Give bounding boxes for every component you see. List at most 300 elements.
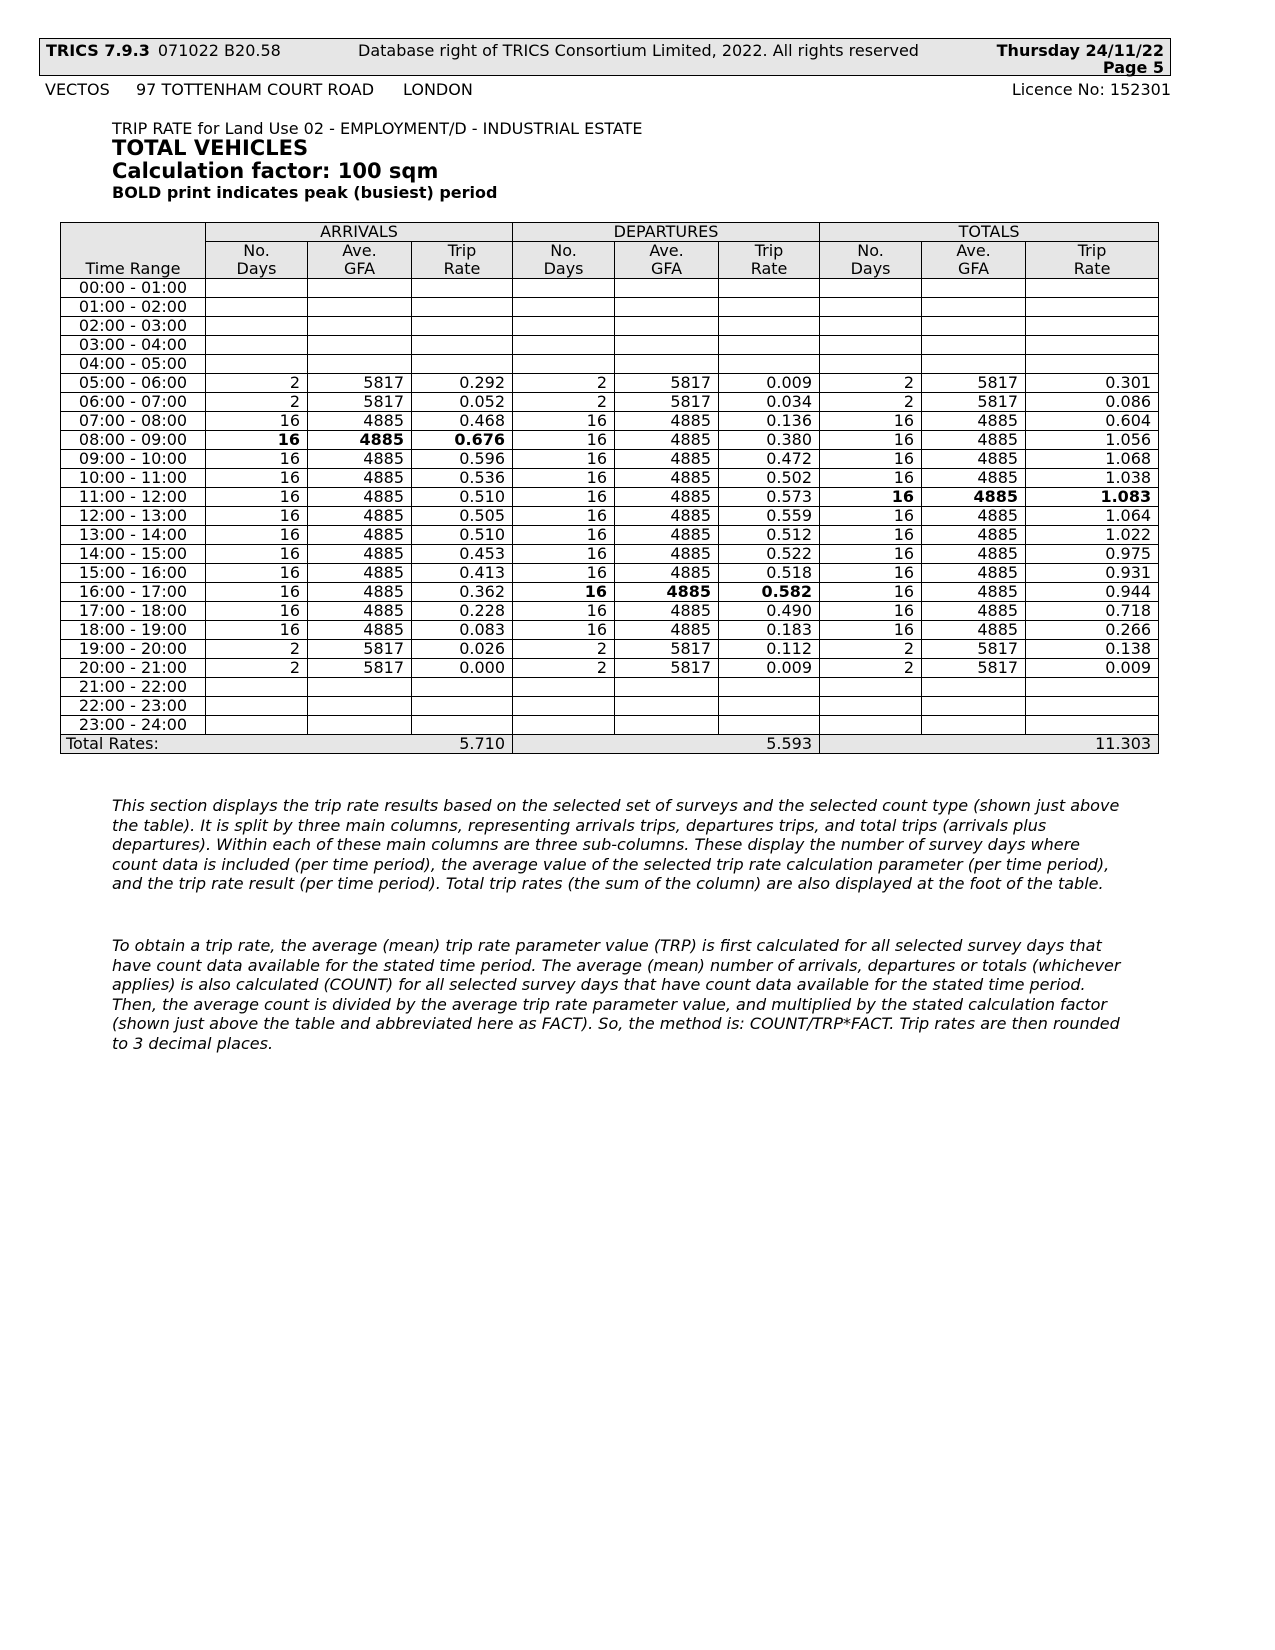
totals-cell: 0.009 [1026, 659, 1159, 678]
arrivals-cell: 0.596 [412, 450, 513, 469]
totals-cell [1026, 279, 1159, 298]
header-line-1: No. [243, 241, 270, 260]
arrivals-cell: 4885 [308, 602, 412, 621]
arrivals-cell [308, 336, 412, 355]
totals-cell [922, 716, 1026, 735]
totals-trip-rate-header [1026, 242, 1159, 279]
departures-cell [615, 336, 719, 355]
totals-cell [820, 279, 922, 298]
arrivals-cell [206, 336, 308, 355]
time-range-cell: 15:00 - 16:00 [61, 564, 206, 583]
totals-cell: 4885 [922, 602, 1026, 621]
departures-cell: 4885 [615, 412, 719, 431]
departures-cell: 4885 [615, 545, 719, 564]
departures-cell [513, 317, 615, 336]
totals-cell [820, 355, 922, 374]
totals-cell: 1.068 [1026, 450, 1159, 469]
totals-cell: 2 [820, 393, 922, 412]
departures-cell [719, 678, 820, 697]
header-line-2: GFA [343, 259, 376, 278]
departures-cell [513, 716, 615, 735]
departures-cell [719, 697, 820, 716]
totals-cell: 16 [820, 526, 922, 545]
build-number: 071022 B20.58 [157, 41, 281, 60]
arrivals-cell: 4885 [308, 412, 412, 431]
arrivals-cell [308, 678, 412, 697]
header-line-2: Days [850, 259, 891, 278]
totals-cell: 4885 [922, 564, 1026, 583]
arrivals-cell [206, 317, 308, 336]
time-range-cell: 10:00 - 11:00 [61, 469, 206, 488]
arrivals-cell: 0.468 [412, 412, 513, 431]
arrivals-cell [308, 317, 412, 336]
table-row [61, 469, 1159, 488]
totals-cell: 0.301 [1026, 374, 1159, 393]
departures-cell: 0.518 [719, 564, 820, 583]
totals-cell: 16 [820, 450, 922, 469]
departures-cell: 5817 [615, 640, 719, 659]
arrivals-cell: 2 [206, 374, 308, 393]
departures-cell [513, 298, 615, 317]
header-line-1: Trip [447, 241, 477, 260]
totals-cell [922, 336, 1026, 355]
departures-cell: 4885 [615, 450, 719, 469]
time-range-cell: 02:00 - 03:00 [61, 317, 206, 336]
arrivals-cell: 4885 [308, 545, 412, 564]
table-row [61, 450, 1159, 469]
arrivals-header: ARRIVALS [206, 223, 513, 242]
totals-cell: 2 [820, 659, 922, 678]
departures-cell: 0.009 [719, 659, 820, 678]
totals-cell [820, 716, 922, 735]
time-range-cell: 12:00 - 13:00 [61, 507, 206, 526]
header-line-2: Rate [750, 259, 788, 278]
totals-cell [1026, 317, 1159, 336]
departures-cell: 2 [513, 640, 615, 659]
arrivals-cell: 0.026 [412, 640, 513, 659]
arrivals-cell: 16 [206, 412, 308, 431]
arrivals-cell: 5817 [308, 393, 412, 412]
departures-cell: 16 [513, 507, 615, 526]
company-address: 97 TOTTENHAM COURT ROAD [136, 80, 375, 99]
totals-cell: 16 [820, 621, 922, 640]
header-line-2: GFA [958, 259, 990, 278]
departures-cell: 4885 [615, 583, 719, 602]
table-row [61, 526, 1159, 545]
departures-cell [719, 279, 820, 298]
departures-cell: 16 [513, 621, 615, 640]
arrivals-cell [412, 716, 513, 735]
totals-cell [922, 697, 1026, 716]
totals-cell: 16 [820, 507, 922, 526]
totals-cell: 1.083 [1026, 488, 1159, 507]
arrivals-cell: 2 [206, 640, 308, 659]
totals-ave-gfa-header [922, 242, 1026, 279]
table-row [61, 507, 1159, 526]
header-line-2: Days [236, 259, 277, 278]
arrivals-cell [206, 716, 308, 735]
arrivals-cell [412, 298, 513, 317]
arrivals-cell [308, 279, 412, 298]
arrivals-cell [412, 697, 513, 716]
departures-cell [615, 697, 719, 716]
table-row [61, 431, 1159, 450]
arrivals-cell: 0.083 [412, 621, 513, 640]
departures-cell: 16 [513, 450, 615, 469]
header-line-1: Ave. [649, 241, 684, 260]
group-header-row [61, 223, 1159, 242]
totals-cell: 16 [820, 469, 922, 488]
time-range-cell: 00:00 - 01:00 [61, 279, 206, 298]
report-header [39, 38, 1171, 76]
totals-cell: 0.604 [1026, 412, 1159, 431]
departures-cell [719, 336, 820, 355]
time-range-cell: 09:00 - 10:00 [61, 450, 206, 469]
time-range-cell: 07:00 - 08:00 [61, 412, 206, 431]
totals-cell: 4885 [922, 545, 1026, 564]
departures-cell: 2 [513, 374, 615, 393]
total-empty-cell [308, 735, 412, 754]
departures-cell: 16 [513, 526, 615, 545]
arrivals-cell: 16 [206, 564, 308, 583]
header-line-2: Rate [443, 259, 481, 278]
arrivals-cell [308, 716, 412, 735]
product-name: TRICS 7.9.3 [46, 41, 150, 60]
time-range-cell: 04:00 - 05:00 [61, 355, 206, 374]
totals-no-days-header [820, 242, 922, 279]
departures-cell: 0.183 [719, 621, 820, 640]
explanation-paragraph: This section displays the trip rate results based on the selected set of surveys and the selected count type (shown just above the table). It is split by three main columns, representing arrivals trips, departures trips, and total trips (arrivals plus departures). Within each of these main columns are three sub-columns. These display the number of survey days where count data is included (per time period), the average value of the selected trip rate calculation parameter (per time period), and the trip rate result (per time period). Total trip rates (the sum of the column) are also displayed at the foot of the table. [112, 796, 1120, 894]
time-range-cell: 16:00 - 17:00 [61, 583, 206, 602]
time-range-cell: 01:00 - 02:00 [61, 298, 206, 317]
totals-cell: 0.931 [1026, 564, 1159, 583]
arrivals-cell: 16 [206, 507, 308, 526]
header-line-1: Trip [1077, 241, 1107, 260]
departures-cell [513, 678, 615, 697]
arrivals-cell: 0.292 [412, 374, 513, 393]
time-range-cell: 20:00 - 21:00 [61, 659, 206, 678]
total-empty-cell [615, 735, 719, 754]
arrivals-trip-rate-header [412, 242, 513, 279]
header-line-1: Ave. [342, 241, 377, 260]
table-row [61, 583, 1159, 602]
total-departures-rate: 5.593 [719, 735, 820, 754]
arrivals-cell [412, 317, 513, 336]
arrivals-cell: 0.505 [412, 507, 513, 526]
departures-cell: 0.009 [719, 374, 820, 393]
arrivals-cell: 2 [206, 393, 308, 412]
departures-cell: 16 [513, 431, 615, 450]
table-row [61, 659, 1159, 678]
arrivals-cell: 0.413 [412, 564, 513, 583]
totals-cell: 16 [820, 412, 922, 431]
table-row [61, 545, 1159, 564]
totals-cell: 1.056 [1026, 431, 1159, 450]
totals-cell: 16 [820, 602, 922, 621]
arrivals-cell [206, 298, 308, 317]
arrivals-cell: 4885 [308, 621, 412, 640]
table-row [61, 393, 1159, 412]
departures-cell: 16 [513, 545, 615, 564]
total-totals-rate: 11.303 [1026, 735, 1159, 754]
report-date: Thursday 24/11/22 [996, 41, 1164, 60]
count-type-title: TOTAL VEHICLES [112, 136, 309, 160]
arrivals-cell: 0.510 [412, 526, 513, 545]
totals-cell: 4885 [922, 431, 1026, 450]
totals-cell [820, 298, 922, 317]
licence-number: Licence No: 152301 [1011, 80, 1171, 99]
totals-cell: 2 [820, 640, 922, 659]
time-range-cell: 14:00 - 15:00 [61, 545, 206, 564]
departures-cell: 0.380 [719, 431, 820, 450]
totals-cell: 5817 [922, 393, 1026, 412]
arrivals-cell: 4885 [308, 583, 412, 602]
company-city: LONDON [403, 80, 473, 99]
arrivals-cell [206, 697, 308, 716]
departures-no-days-header [513, 242, 615, 279]
table-body [61, 279, 1159, 754]
table-row [61, 564, 1159, 583]
departures-cell: 4885 [615, 526, 719, 545]
time-range-cell: 22:00 - 23:00 [61, 697, 206, 716]
arrivals-cell [308, 697, 412, 716]
copyright-notice: Database right of TRICS Consortium Limited, 2022. All rights reserved [358, 41, 919, 60]
departures-cell: 2 [513, 659, 615, 678]
totals-cell: 0.718 [1026, 602, 1159, 621]
time-range-header: Time Range [61, 223, 206, 279]
totals-header: TOTALS [820, 223, 1159, 242]
totals-cell: 16 [820, 545, 922, 564]
trip-rate-table [60, 222, 1159, 754]
totals-cell: 0.138 [1026, 640, 1159, 659]
totals-cell [922, 678, 1026, 697]
arrivals-cell: 4885 [308, 469, 412, 488]
totals-cell: 5817 [922, 640, 1026, 659]
total-arrivals-rate: 5.710 [412, 735, 513, 754]
arrivals-cell: 16 [206, 450, 308, 469]
departures-cell: 2 [513, 393, 615, 412]
totals-cell: 0.086 [1026, 393, 1159, 412]
totals-cell: 5817 [922, 659, 1026, 678]
table-row [61, 640, 1159, 659]
arrivals-cell: 2 [206, 659, 308, 678]
total-rates-label: Total Rates: [61, 735, 206, 754]
totals-cell: 4885 [922, 507, 1026, 526]
departures-cell: 4885 [615, 507, 719, 526]
header-line-1: Ave. [956, 241, 991, 260]
table-row [61, 298, 1159, 317]
time-range-cell: 23:00 - 24:00 [61, 716, 206, 735]
totals-cell: 16 [820, 431, 922, 450]
arrivals-cell: 0.510 [412, 488, 513, 507]
departures-cell: 4885 [615, 469, 719, 488]
table-row [61, 412, 1159, 431]
totals-cell [820, 317, 922, 336]
arrivals-cell: 5817 [308, 640, 412, 659]
totals-cell: 5817 [922, 374, 1026, 393]
arrivals-cell [206, 678, 308, 697]
arrivals-cell: 4885 [308, 450, 412, 469]
arrivals-cell: 16 [206, 545, 308, 564]
departures-cell [719, 317, 820, 336]
totals-cell [1026, 716, 1159, 735]
departures-cell: 0.512 [719, 526, 820, 545]
departures-cell: 0.112 [719, 640, 820, 659]
departures-ave-gfa-header [615, 242, 719, 279]
arrivals-cell: 16 [206, 621, 308, 640]
time-range-cell: 06:00 - 07:00 [61, 393, 206, 412]
arrivals-cell: 4885 [308, 507, 412, 526]
departures-cell: 16 [513, 564, 615, 583]
departures-cell: 5817 [615, 393, 719, 412]
totals-cell: 4885 [922, 469, 1026, 488]
totals-cell [922, 355, 1026, 374]
departures-cell [719, 355, 820, 374]
arrivals-cell: 4885 [308, 431, 412, 450]
arrivals-cell: 4885 [308, 488, 412, 507]
arrivals-ave-gfa-header [308, 242, 412, 279]
arrivals-cell: 0.052 [412, 393, 513, 412]
totals-cell: 4885 [922, 526, 1026, 545]
departures-cell: 5817 [615, 659, 719, 678]
totals-cell: 4885 [922, 583, 1026, 602]
header-line-2: Rate [1073, 259, 1111, 278]
departures-cell: 0.582 [719, 583, 820, 602]
departures-cell [719, 716, 820, 735]
time-range-cell: 17:00 - 18:00 [61, 602, 206, 621]
arrivals-cell [308, 355, 412, 374]
totals-cell [1026, 697, 1159, 716]
totals-cell [922, 298, 1026, 317]
arrivals-cell: 5817 [308, 374, 412, 393]
header-line-1: Trip [754, 241, 784, 260]
time-range-cell: 08:00 - 09:00 [61, 431, 206, 450]
departures-cell [615, 716, 719, 735]
land-use-title: TRIP RATE for Land Use 02 - EMPLOYMENT/D - INDUSTRIAL ESTATE [112, 119, 643, 138]
arrivals-cell: 16 [206, 583, 308, 602]
time-range-cell: 19:00 - 20:00 [61, 640, 206, 659]
totals-cell: 4885 [922, 412, 1026, 431]
table-row [61, 488, 1159, 507]
header-line-1: No. [857, 241, 884, 260]
departures-cell: 0.559 [719, 507, 820, 526]
departures-trip-rate-header [719, 242, 820, 279]
arrivals-cell: 0.228 [412, 602, 513, 621]
arrivals-cell [412, 678, 513, 697]
sub-header-row [61, 242, 1159, 279]
table-row [61, 317, 1159, 336]
totals-cell: 1.022 [1026, 526, 1159, 545]
totals-cell [1026, 678, 1159, 697]
arrivals-cell: 0.362 [412, 583, 513, 602]
departures-cell: 16 [513, 583, 615, 602]
table-row [61, 355, 1159, 374]
time-range-cell: 05:00 - 06:00 [61, 374, 206, 393]
arrivals-no-days-header [206, 242, 308, 279]
totals-cell: 1.064 [1026, 507, 1159, 526]
totals-cell: 0.266 [1026, 621, 1159, 640]
arrivals-cell: 0.676 [412, 431, 513, 450]
departures-cell: 0.502 [719, 469, 820, 488]
departures-cell: 0.522 [719, 545, 820, 564]
arrivals-cell: 16 [206, 602, 308, 621]
totals-cell: 16 [820, 583, 922, 602]
totals-cell: 16 [820, 564, 922, 583]
header-line-2: GFA [650, 259, 683, 278]
arrivals-cell [206, 279, 308, 298]
departures-header: DEPARTURES [513, 223, 820, 242]
arrivals-cell: 0.000 [412, 659, 513, 678]
totals-cell [1026, 298, 1159, 317]
time-range-cell: 03:00 - 04:00 [61, 336, 206, 355]
departures-cell: 16 [513, 469, 615, 488]
totals-cell: 0.944 [1026, 583, 1159, 602]
departures-cell [513, 336, 615, 355]
totals-cell [1026, 355, 1159, 374]
table-row [61, 279, 1159, 298]
departures-cell [513, 697, 615, 716]
total-empty-cell [922, 735, 1026, 754]
departures-cell [719, 298, 820, 317]
departures-cell: 4885 [615, 431, 719, 450]
table-row [61, 621, 1159, 640]
departures-cell [513, 279, 615, 298]
calculation-factor: Calculation factor: 100 sqm [112, 159, 439, 183]
departures-cell: 0.034 [719, 393, 820, 412]
departures-cell: 4885 [615, 564, 719, 583]
departures-cell: 16 [513, 488, 615, 507]
header-line-1: No. [550, 241, 577, 260]
departures-cell: 0.490 [719, 602, 820, 621]
departures-cell [615, 298, 719, 317]
arrivals-cell: 16 [206, 526, 308, 545]
totals-cell: 4885 [922, 450, 1026, 469]
product-info [46, 41, 281, 60]
table-row [61, 602, 1159, 621]
totals-cell: 0.975 [1026, 545, 1159, 564]
departures-cell: 4885 [615, 621, 719, 640]
arrivals-cell [412, 279, 513, 298]
table-row [61, 374, 1159, 393]
totals-cell [820, 336, 922, 355]
table-row [61, 716, 1159, 735]
arrivals-cell: 16 [206, 469, 308, 488]
time-range-cell: 18:00 - 19:00 [61, 621, 206, 640]
time-range-cell: 13:00 - 14:00 [61, 526, 206, 545]
total-empty-cell [820, 735, 922, 754]
totals-cell [820, 678, 922, 697]
table-row [61, 678, 1159, 697]
arrivals-cell: 16 [206, 488, 308, 507]
arrivals-cell [308, 298, 412, 317]
totals-cell: 2 [820, 374, 922, 393]
table-row [61, 697, 1159, 716]
totals-cell [1026, 336, 1159, 355]
departures-cell: 16 [513, 412, 615, 431]
departures-cell: 4885 [615, 602, 719, 621]
totals-cell [922, 317, 1026, 336]
arrivals-cell [206, 355, 308, 374]
table-row [61, 336, 1159, 355]
method-paragraph: To obtain a trip rate, the average (mean) trip rate parameter value (TRP) is first calculated for all selected survey days that have count data available for the stated time period. The average (mean) number of arrivals, departures or totals (whichever applies) is also calculated (COUNT) for all selected survey days that have count data available for the stated time period. Then, the average count is divided by the average trip rate parameter value, and multiplied by the stated calculation factor (shown just above the table and abbreviated here as FACT). So, the method is: COUNT/TRP*FACT. Trip rates are then rounded to 3 decimal places. [112, 936, 1121, 1053]
peak-legend: BOLD print indicates peak (busiest) period [112, 183, 498, 202]
arrivals-cell [412, 336, 513, 355]
arrivals-cell: 0.453 [412, 545, 513, 564]
header-line-2: Days [543, 259, 584, 278]
time-range-cell: 11:00 - 12:00 [61, 488, 206, 507]
arrivals-cell: 4885 [308, 564, 412, 583]
departures-cell [615, 355, 719, 374]
